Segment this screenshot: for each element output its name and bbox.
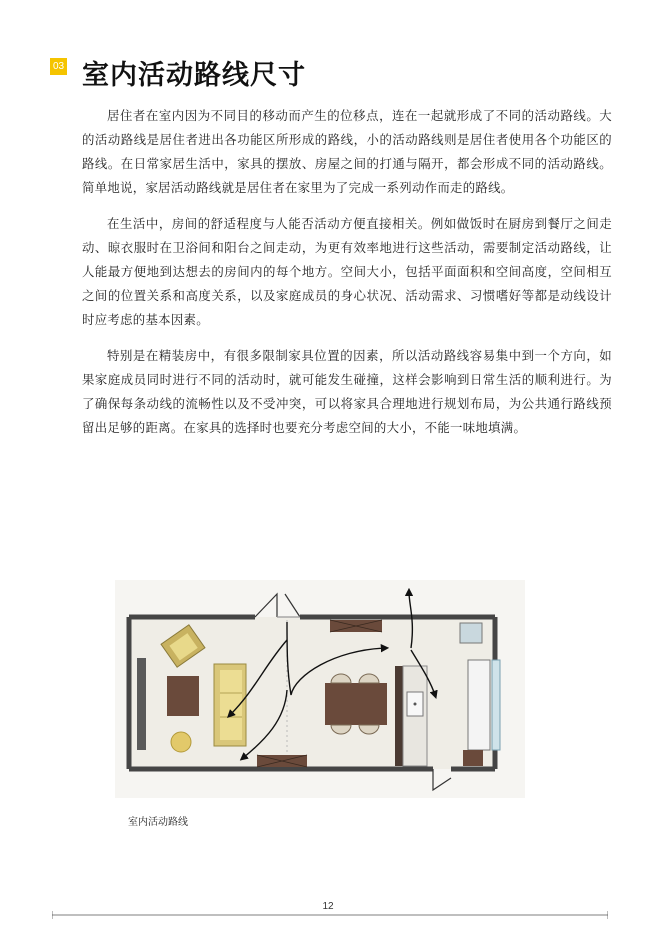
tv-cabinet bbox=[137, 658, 146, 750]
body-text bbox=[82, 104, 612, 452]
floor-plan-figure bbox=[115, 580, 525, 798]
sideboard-bottom bbox=[257, 755, 307, 767]
paragraph-3: 特别是在精装房中，有很多限制家具位置的因素，所以活动路线容易集中到一个方向，如果家庭成员同时进行不同的活动时，就可能发生碰撞，这样会影响到日常生活的顺利进行。为了确保每条动线的流畅性以及不受冲突，可以将家具合理地进行规划布局，为公共通行路线预留出足够的距离。在家具的选择时也要充分考虑空间的大小，不能一味地填满。 bbox=[82, 348, 612, 435]
page-title: 室内活动路线尺寸 bbox=[82, 60, 306, 91]
paragraph-1: 居住者在室内因为不同目的移动而产生的位移点，连在一起就形成了不同的活动路线。大的活动路线是居住者进出各功能区所形成的路线，小的活动路线则是居住者使用各个功能区的路线。在日常家居生活中，家具的摆放、房屋之间的打通与隔开，都会形成不同的活动路线。简单地说，家居活动路线就是居住者在家里为了完成一系列动作而走的路线。 bbox=[82, 108, 612, 195]
figure-caption: 室内活动路线 bbox=[128, 817, 188, 828]
section-number-badge: 03 bbox=[50, 58, 67, 75]
storage-unit-top bbox=[460, 623, 482, 643]
page-number: 12 bbox=[316, 901, 340, 912]
cabinet-right bbox=[463, 750, 483, 766]
kitchen-counter bbox=[395, 666, 427, 766]
window-right bbox=[492, 660, 500, 750]
sideboard-top bbox=[330, 620, 382, 632]
counter-right bbox=[468, 660, 490, 750]
side-table bbox=[171, 732, 191, 752]
paragraph-2: 在生活中，房间的舒适程度与人能否活动方便直接相关。例如做饭时在厨房到餐厅之间走动、晾衣服时在卫浴间和阳台之间走动，为更有效率地进行这些活动，需要制定活动路线，让人能最方便地到达想去的房间内的每个地方。空间大小，包括平面面积和空间高度，空间相互之间的位置关系和高度关系，以及家庭成员的身心状况、活动需求、习惯嗜好等都是动线设计时应考虑的基本因素。 bbox=[82, 216, 612, 327]
coffee-table bbox=[167, 676, 199, 716]
sofa bbox=[214, 664, 246, 746]
dining-set bbox=[325, 674, 387, 734]
